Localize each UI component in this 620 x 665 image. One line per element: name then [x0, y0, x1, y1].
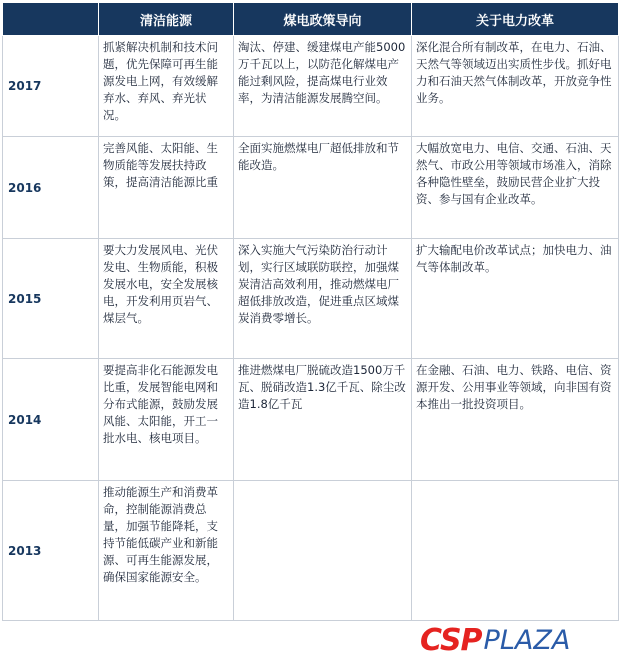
header-coal-policy: 煤电政策导向: [234, 3, 412, 36]
power-reform-cell: 大幅放宽电力、电信、交通、石油、天然气、市政公用等领域市场准入，消除各种隐性壁垒，鼓励民营企业扩大投资、参与国有企业改革。: [412, 137, 619, 239]
header-year: [3, 3, 99, 36]
coal-policy-cell: [234, 481, 412, 621]
logo-plaza-text: PLAZA: [483, 624, 571, 656]
coal-policy-cell: 推进燃煤电厂脱硫改造1500万千瓦、脱硝改造1.3亿千瓦、除尘改造1.8亿千瓦: [234, 359, 412, 481]
clean-energy-cell: 抓紧解决机制和技术问题，优先保障可再生能源发电上网，有效缓解弃水、弃风、弃光状况。: [99, 36, 234, 137]
power-reform-cell: 扩大输配电价改革试点；加快电力、油气等体制改革。: [412, 239, 619, 359]
year-cell: 2017: [3, 36, 99, 137]
year-cell: 2016: [3, 137, 99, 239]
power-reform-cell: [412, 481, 619, 621]
clean-energy-cell: 推动能源生产和消费革命，控制能源消费总量，加强节能降耗，支持节能低碳产业和新能源、可再生能源发展，确保国家能源安全。: [99, 481, 234, 621]
clean-energy-cell: 要大力发展风电、光伏发电、生物质能，积极发展水电，安全发展核电，开发利用页岩气、煤层气。: [99, 239, 234, 359]
coal-policy-cell: 淘汰、停建、缓建煤电产能5000万千瓦以上，以防范化解煤电产能过剩风险，提高煤电行业效率，为清洁能源发展腾空间。: [234, 36, 412, 137]
table-row: [3, 36, 619, 137]
table-row: [3, 137, 619, 239]
table-header-row: [3, 3, 619, 36]
power-reform-cell: 在金融、石油、电力、铁路、电信、资源开发、公用事业等领域，向非国有资本推出一批投资项目。: [412, 359, 619, 481]
header-power-reform: 关于电力改革: [412, 3, 619, 36]
year-cell: 2014: [3, 359, 99, 481]
logo-csp-text: CSP: [420, 622, 482, 658]
year-cell: 2015: [3, 239, 99, 359]
clean-energy-cell: 完善风能、太阳能、生物质能等发展扶持政策，提高清洁能源比重: [99, 137, 234, 239]
table-row: [3, 481, 619, 621]
policy-table: [2, 2, 619, 621]
coal-policy-cell: 深入实施大气污染防治行动计划，实行区域联防联控，加强煤炭清洁高效利用，推动燃煤电厂超低排放改造，促进重点区域煤炭消费零增长。: [234, 239, 412, 359]
year-cell: 2013: [3, 481, 99, 621]
table-row: [3, 239, 619, 359]
header-clean-energy: 清洁能源: [99, 3, 234, 36]
policy-table-container: [2, 2, 618, 621]
power-reform-cell: 深化混合所有制改革，在电力、石油、天然气等领域迈出实质性步伐。抓好电力和石油天然气体制改革，开放竞争性业务。: [412, 36, 619, 137]
clean-energy-cell: 要提高非化石能源发电比重，发展智能电网和分布式能源，鼓励发展风能、太阳能，开工一批水电、核电项目。: [99, 359, 234, 481]
coal-policy-cell: 全面实施燃煤电厂超低排放和节能改造。: [234, 137, 412, 239]
table-row: [3, 359, 619, 481]
csp-plaza-logo: [420, 622, 612, 658]
